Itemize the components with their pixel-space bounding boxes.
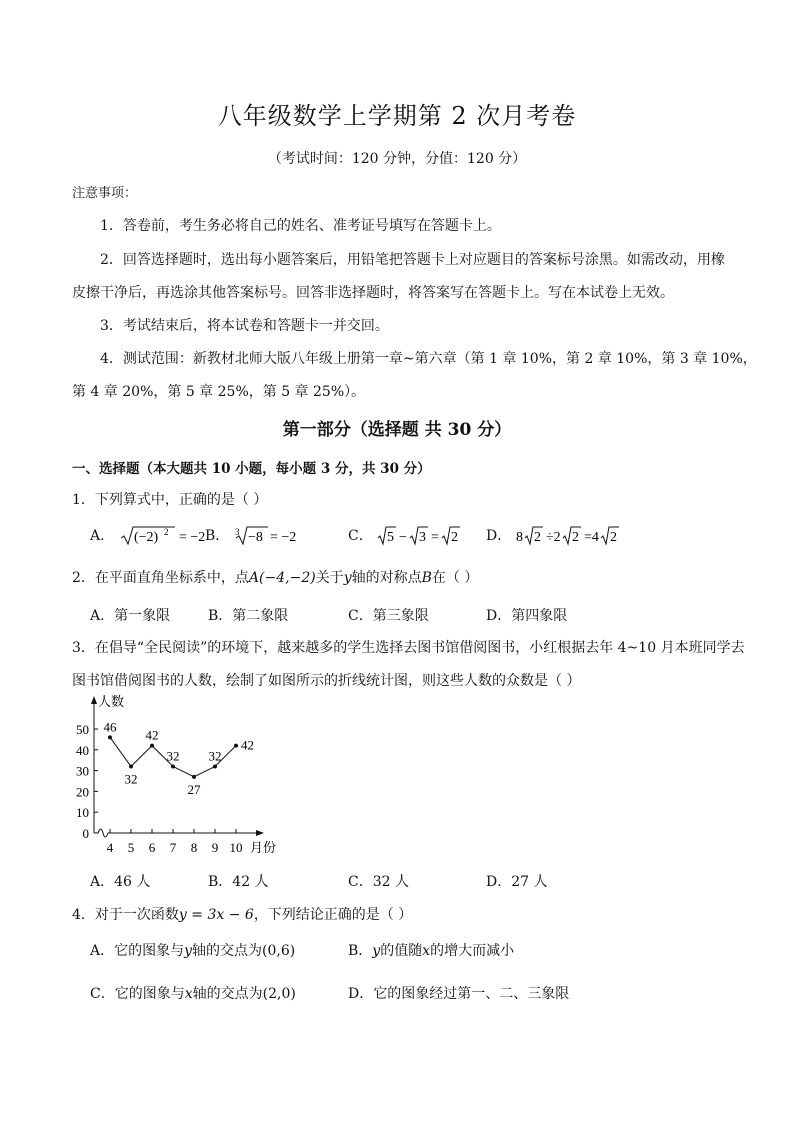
- x-tick-label: 6: [148, 840, 156, 855]
- data-label: 46: [103, 719, 117, 735]
- svg-text:=: =: [431, 530, 440, 545]
- notice-heading: 注意事项：: [72, 186, 138, 201]
- question-2-stem: [72, 567, 478, 587]
- section-title: 第一部分（选择题 共 30 分）: [282, 420, 512, 440]
- question-1-stem: 1．下列算式中，正确的是（ ）: [72, 492, 268, 508]
- q4-option-b-text: 的值随: [380, 943, 423, 959]
- q4-var-y: y: [184, 943, 193, 959]
- svg-text:(−2): (−2): [133, 530, 158, 545]
- data-label: 42: [145, 727, 159, 743]
- svg-text:3: 3: [234, 527, 240, 537]
- q4-var-x: x: [422, 943, 431, 959]
- x-tick-label: 4: [106, 840, 114, 855]
- y-tick-label: 20: [76, 784, 89, 800]
- svg-text:8: 8: [515, 530, 523, 545]
- notice-item-1: 1．答卷前，考生务必将自己的姓名、准考证号填写在答题卡上。: [100, 218, 501, 234]
- q4-function: y = 3x − 6: [178, 907, 254, 923]
- q4-stem-part: ，下列结论正确的是（ ）: [253, 907, 413, 923]
- q4-option-c-point: (2,0): [262, 986, 296, 1002]
- data-point: [192, 775, 196, 779]
- svg-text:=4: =4: [583, 530, 599, 545]
- q2-option-c: C．第三象限: [348, 608, 429, 624]
- question-3-stem-cont: 图书馆借阅图书的人数，绘制了如图所示的折线统计图，则这些人数的众数是（ ）: [72, 673, 581, 689]
- notice-item-4-cont: 第 4 章 20%，第 5 章 25%，第 5 章 25%）。: [72, 384, 366, 400]
- q1-option-d: [486, 525, 626, 547]
- y-tick-label: 50: [76, 722, 89, 737]
- q1-option-c-label: C．: [348, 528, 373, 544]
- q2-option-b: B．第二象限: [208, 608, 289, 624]
- q4-option-c-text: C．它的图象与: [90, 986, 185, 1002]
- data-label: 27: [187, 781, 201, 797]
- notice-item-2-cont: 皮擦干净后，再选涂其他答案标号。回答非选择题时，将答案写在答题卡上。写在本试卷上无效。: [72, 285, 674, 301]
- svg-text:3: 3: [419, 530, 427, 545]
- q2-point: A(−4,−2): [248, 570, 316, 586]
- exam-info: （考试时间：120 分钟，分值：120 分）: [267, 151, 527, 167]
- data-point: [213, 764, 217, 768]
- q1-option-b-formula: [234, 525, 304, 547]
- q2-stem-part: 在（ ）: [431, 570, 479, 586]
- svg-text:2: 2: [163, 527, 169, 537]
- q4-option-c-text: 轴的交点为: [192, 986, 263, 1002]
- data-label: 42: [241, 737, 254, 753]
- q4-option-a-text: A．它的图象与: [90, 943, 185, 959]
- q4-option-a-point: (0,6): [262, 943, 296, 959]
- q1-option-c: [348, 525, 463, 547]
- y-tick-label: 0: [82, 826, 89, 841]
- svg-text:2: 2: [533, 530, 541, 545]
- data-label: 32: [166, 748, 180, 764]
- line-chart: [60, 692, 300, 862]
- q4-option-b-text: 的增大而减小: [430, 943, 515, 959]
- q1-option-d-formula: [516, 525, 626, 547]
- question-4-stem: [72, 904, 412, 924]
- x-axis-arrow: [256, 830, 264, 836]
- x-axis: [94, 829, 258, 837]
- q3-option-b: B．42 人: [208, 874, 269, 890]
- data-point: [234, 744, 238, 748]
- q3-option-a: A．46 人: [90, 874, 151, 890]
- q3-option-c: C．32 人: [348, 874, 409, 890]
- y-axis-label: 人数: [98, 694, 125, 709]
- y-tick-label: 10: [76, 805, 89, 821]
- q1-option-d-label: D．: [486, 528, 512, 544]
- page-title: 八年级数学上学期第 2 次月考卷: [217, 102, 577, 130]
- q4-var-x: x: [184, 986, 193, 1002]
- q2-option-d: D．第四象限: [486, 608, 568, 624]
- data-point: [171, 764, 175, 768]
- q2-option-a: A．第一象限: [90, 608, 171, 624]
- svg-text:= −2: = −2: [269, 530, 297, 545]
- x-tick-label: 5: [127, 840, 135, 855]
- x-axis-label: 月份: [250, 840, 277, 855]
- q2-stem-part: 轴的对称点: [351, 570, 422, 586]
- data-label: 32: [124, 771, 138, 787]
- q1-option-c-formula: [377, 525, 463, 547]
- section-heading: 一、选择题（本大题共 10 小题，每小题 3 分，共 30 分）: [72, 461, 431, 477]
- q2-axis: y: [343, 570, 352, 586]
- svg-text:−: −: [399, 530, 408, 545]
- q1-option-a: [90, 525, 209, 547]
- svg-text:−8: −8: [247, 530, 263, 545]
- x-tick-label: 8: [190, 840, 198, 855]
- data-point: [108, 735, 112, 739]
- notice-item-4: 4．测试范围：新教材北师大版八年级上册第一章~第六章（第 1 章 10%，第 2 章 10%，第 3 章 10%，: [100, 351, 757, 367]
- question-3-stem: 3．在倡导“全民阅读”的环境下，越来越多的学生选择去图书馆借阅图书，小红根据去年 4~10 月本班同学去: [72, 640, 745, 656]
- svg-text:= −2: = −2: [178, 530, 205, 545]
- q4-var-y: y: [372, 943, 381, 959]
- notice-item-2: 2．回答选择题时，选出每小题答案后，用铅笔把答题卡上对应题目的答案标号涂黑。如需改动，用橡: [100, 252, 725, 268]
- q1-option-a-label: A．: [90, 528, 115, 544]
- q4-option-b: [348, 940, 514, 960]
- q4-option-b-text: B．: [348, 943, 373, 959]
- svg-text:÷2: ÷2: [545, 530, 561, 545]
- x-tick-label: 7: [169, 840, 177, 855]
- q2-stem-part: 2．在平面直角坐标系中，点: [72, 570, 249, 586]
- y-tick-label: 30: [76, 763, 89, 779]
- q4-option-c: [90, 983, 296, 1003]
- data-point: [150, 744, 154, 748]
- y-axis-arrow: [91, 696, 97, 704]
- q4-stem-part: 4．对于一次函数: [72, 907, 179, 923]
- svg-text:2: 2: [571, 530, 579, 545]
- q2-point-b: B: [421, 570, 432, 586]
- data-point: [129, 764, 133, 768]
- x-tick-label: 10: [229, 840, 243, 855]
- q3-option-d: D．27 人: [486, 874, 548, 890]
- q4-option-a: [90, 940, 295, 960]
- svg-text:5: 5: [387, 530, 395, 545]
- notice-item-3: 3．考试结束后，将本试卷和答题卡一并交回。: [100, 318, 389, 334]
- q4-option-a-text: 轴的交点为: [192, 943, 263, 959]
- q1-option-b: [205, 525, 304, 547]
- q2-stem-part: 关于: [315, 570, 344, 586]
- y-tick-label: 40: [76, 742, 89, 758]
- q1-option-a-formula: [119, 525, 209, 547]
- svg-text:2: 2: [451, 530, 459, 545]
- data-label: 32: [208, 748, 222, 764]
- q1-option-b-label: B．: [205, 528, 230, 544]
- x-tick-label: 9: [211, 840, 219, 855]
- svg-text:2: 2: [609, 530, 617, 545]
- q4-option-d: D．它的图象经过第一、二、三象限: [348, 986, 570, 1002]
